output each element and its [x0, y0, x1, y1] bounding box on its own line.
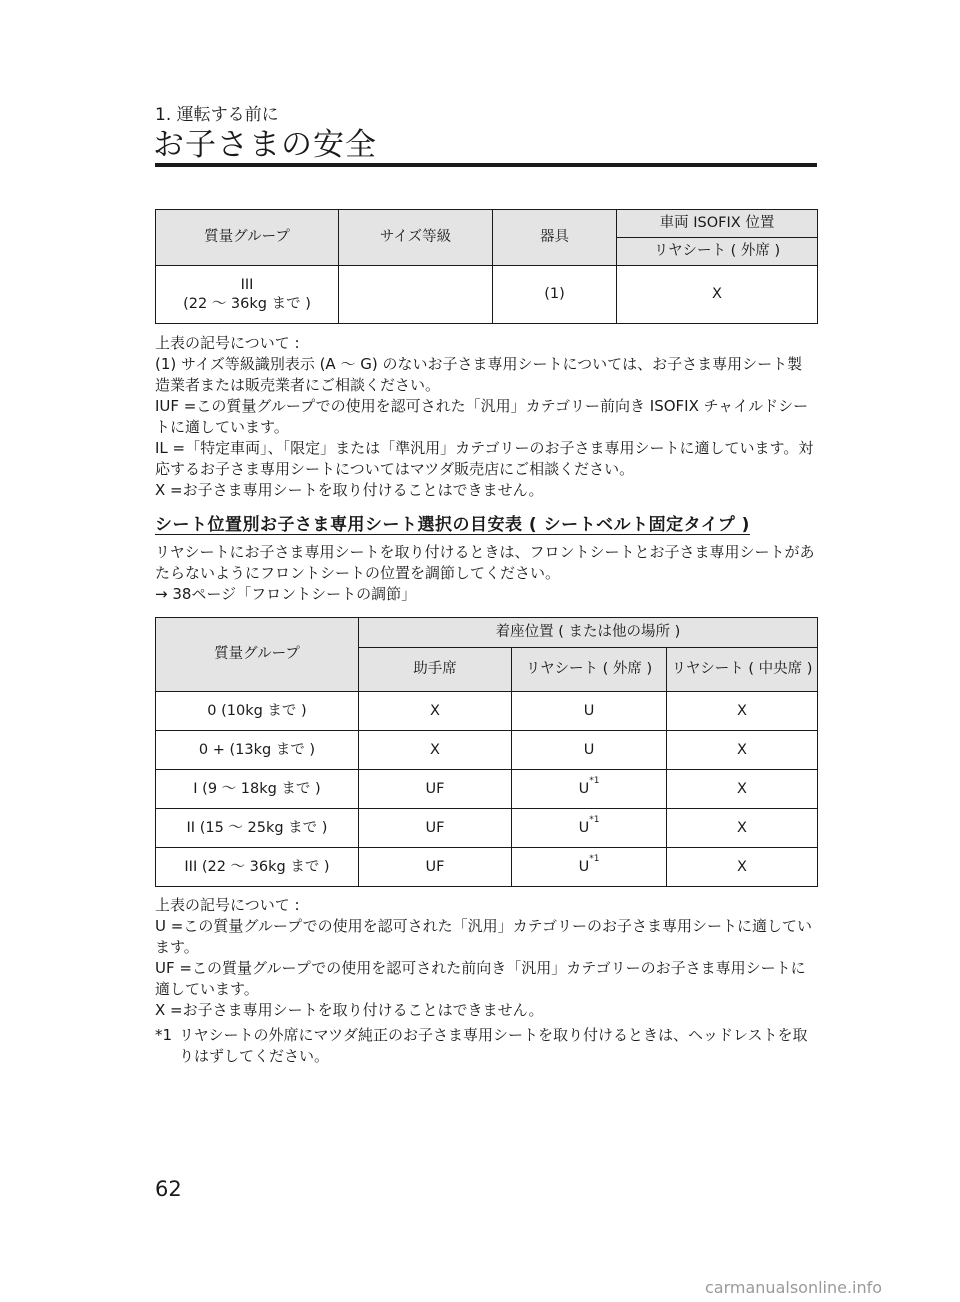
- section-text: リヤシートにお子さま専用シートを取り付けるときは、フロントシートとお子さま専用シートがあたらないようにフロントシートの位置を調節してください。: [155, 543, 815, 582]
- header-mass-group: 質量グループ: [156, 210, 339, 266]
- header-size-class: サイズ等級: [339, 210, 493, 266]
- page-number: 62: [155, 1177, 182, 1201]
- legend-line: X =お子さま専用シートを取り付けることはできません。: [155, 481, 544, 499]
- cell-mass: 0 (10kg まで ): [156, 692, 359, 731]
- cell-rear-outer: [512, 692, 667, 731]
- legend-intro: 上表の記号について :: [155, 896, 300, 914]
- cell-mass: [156, 266, 339, 324]
- cell-rear-outer: [512, 848, 667, 887]
- cell-passenger: X: [359, 692, 512, 731]
- table-row: [156, 848, 818, 887]
- cell-mass-line2: (22 〜 36kg まで ): [183, 295, 311, 312]
- header-rear-outer: リヤシート ( 外席 ): [617, 238, 818, 266]
- legend-line: IUF =この質量グループでの使用を認可された「汎用」カテゴリー前向き ISOFIX チャイルドシートに適しています。: [155, 397, 809, 436]
- table-row: [156, 692, 818, 731]
- header-device: 器具: [493, 210, 617, 266]
- cell-rear-outer: [512, 731, 667, 770]
- cell-rear-outer-value: U: [578, 858, 590, 875]
- cell-rear-center: X: [667, 809, 818, 848]
- cell-rear-center: X: [667, 692, 818, 731]
- header-passenger-seat: 助手席: [359, 648, 512, 692]
- watermark: carmanualsonline.info: [705, 1278, 883, 1297]
- legend-notes-1: [155, 333, 817, 501]
- seat-position-table: [155, 617, 818, 887]
- cell-passenger: UF: [359, 770, 512, 809]
- cell-rear-center: X: [667, 770, 818, 809]
- cell-rear-center: X: [667, 731, 818, 770]
- isofix-table: [155, 209, 818, 324]
- legend-intro: 上表の記号について :: [155, 334, 300, 352]
- cell-rear-outer: X: [617, 266, 818, 324]
- footnote-ref: *1: [589, 853, 600, 864]
- header-isofix-position: 車両 ISOFIX 位置: [617, 210, 818, 238]
- legend-line: UF =この質量グループでの使用を認可された前向き「汎用」カテゴリーのお子さま専用シートに適しています。: [155, 959, 806, 998]
- header-rear-outer: リヤシート ( 外席 ): [512, 648, 667, 692]
- page-reference-link[interactable]: → 38ページ「フロントシートの調節」: [155, 585, 417, 603]
- footnote-text: リヤシートの外席にマツダ純正のお子さま専用シートを取り付けるときは、ヘッドレストを取りはずしてください。: [179, 1026, 808, 1065]
- cell-rear-center: X: [667, 848, 818, 887]
- cell-mass: III (22 〜 36kg まで ): [156, 848, 359, 887]
- legend-line: U =この質量グループでの使用を認可された「汎用」カテゴリーのお子さま専用シートに適しています。: [155, 917, 812, 956]
- cell-size: [339, 266, 493, 324]
- header-mass-group: 質量グループ: [156, 618, 359, 692]
- legend-notes-2: [155, 895, 817, 1067]
- cell-rear-outer-value: U: [583, 702, 595, 719]
- chapter-label: 1. 運転する前に: [155, 105, 279, 125]
- cell-mass: II (15 〜 25kg まで ): [156, 809, 359, 848]
- cell-passenger: UF: [359, 848, 512, 887]
- cell-rear-outer-value: U: [583, 741, 595, 758]
- legend-line: X =お子さま専用シートを取り付けることはできません。: [155, 1001, 544, 1019]
- title-rule: [155, 163, 817, 167]
- legend-line: (1) サイズ等級識別表示 (A 〜 G) のないお子さま専用シートについては、お子さま専用シート製造業者または販売業者にご相談ください。: [155, 355, 803, 394]
- header-seat-position: 着座位置 ( または他の場所 ): [359, 618, 818, 648]
- section-heading: シート位置別お子さま専用シート選択の目安表 ( シートベルト固定タイプ ): [155, 515, 750, 535]
- section-body: [155, 542, 817, 605]
- cell-mass: 0 + (13kg まで ): [156, 731, 359, 770]
- cell-passenger: X: [359, 731, 512, 770]
- cell-device: (1): [493, 266, 617, 324]
- table-row: [156, 809, 818, 848]
- cell-passenger: UF: [359, 809, 512, 848]
- table-row: [156, 266, 818, 324]
- table-row: [156, 731, 818, 770]
- page-title: お子さまの安全: [153, 127, 377, 163]
- cell-rear-outer: [512, 770, 667, 809]
- cell-rear-outer-value: U: [578, 819, 590, 836]
- cell-rear-outer: [512, 809, 667, 848]
- cell-mass: I (9 〜 18kg まで ): [156, 770, 359, 809]
- table-row: [156, 770, 818, 809]
- footnote-ref: *1: [589, 814, 600, 825]
- cell-mass-line1: III: [240, 277, 254, 294]
- footnote: [155, 1025, 817, 1067]
- legend-line: IL =「特定車両」、「限定」または「準汎用」カテゴリーのお子さま専用シートに適しています。対応するお子さま専用シートについてはマツダ販売店にご相談ください。: [155, 439, 814, 478]
- footnote-ref: *1: [589, 775, 600, 786]
- footnote-mark: *1: [155, 1026, 173, 1044]
- header-rear-center: リヤシート ( 中央席 ): [667, 648, 818, 692]
- cell-rear-outer-value: U: [578, 780, 590, 797]
